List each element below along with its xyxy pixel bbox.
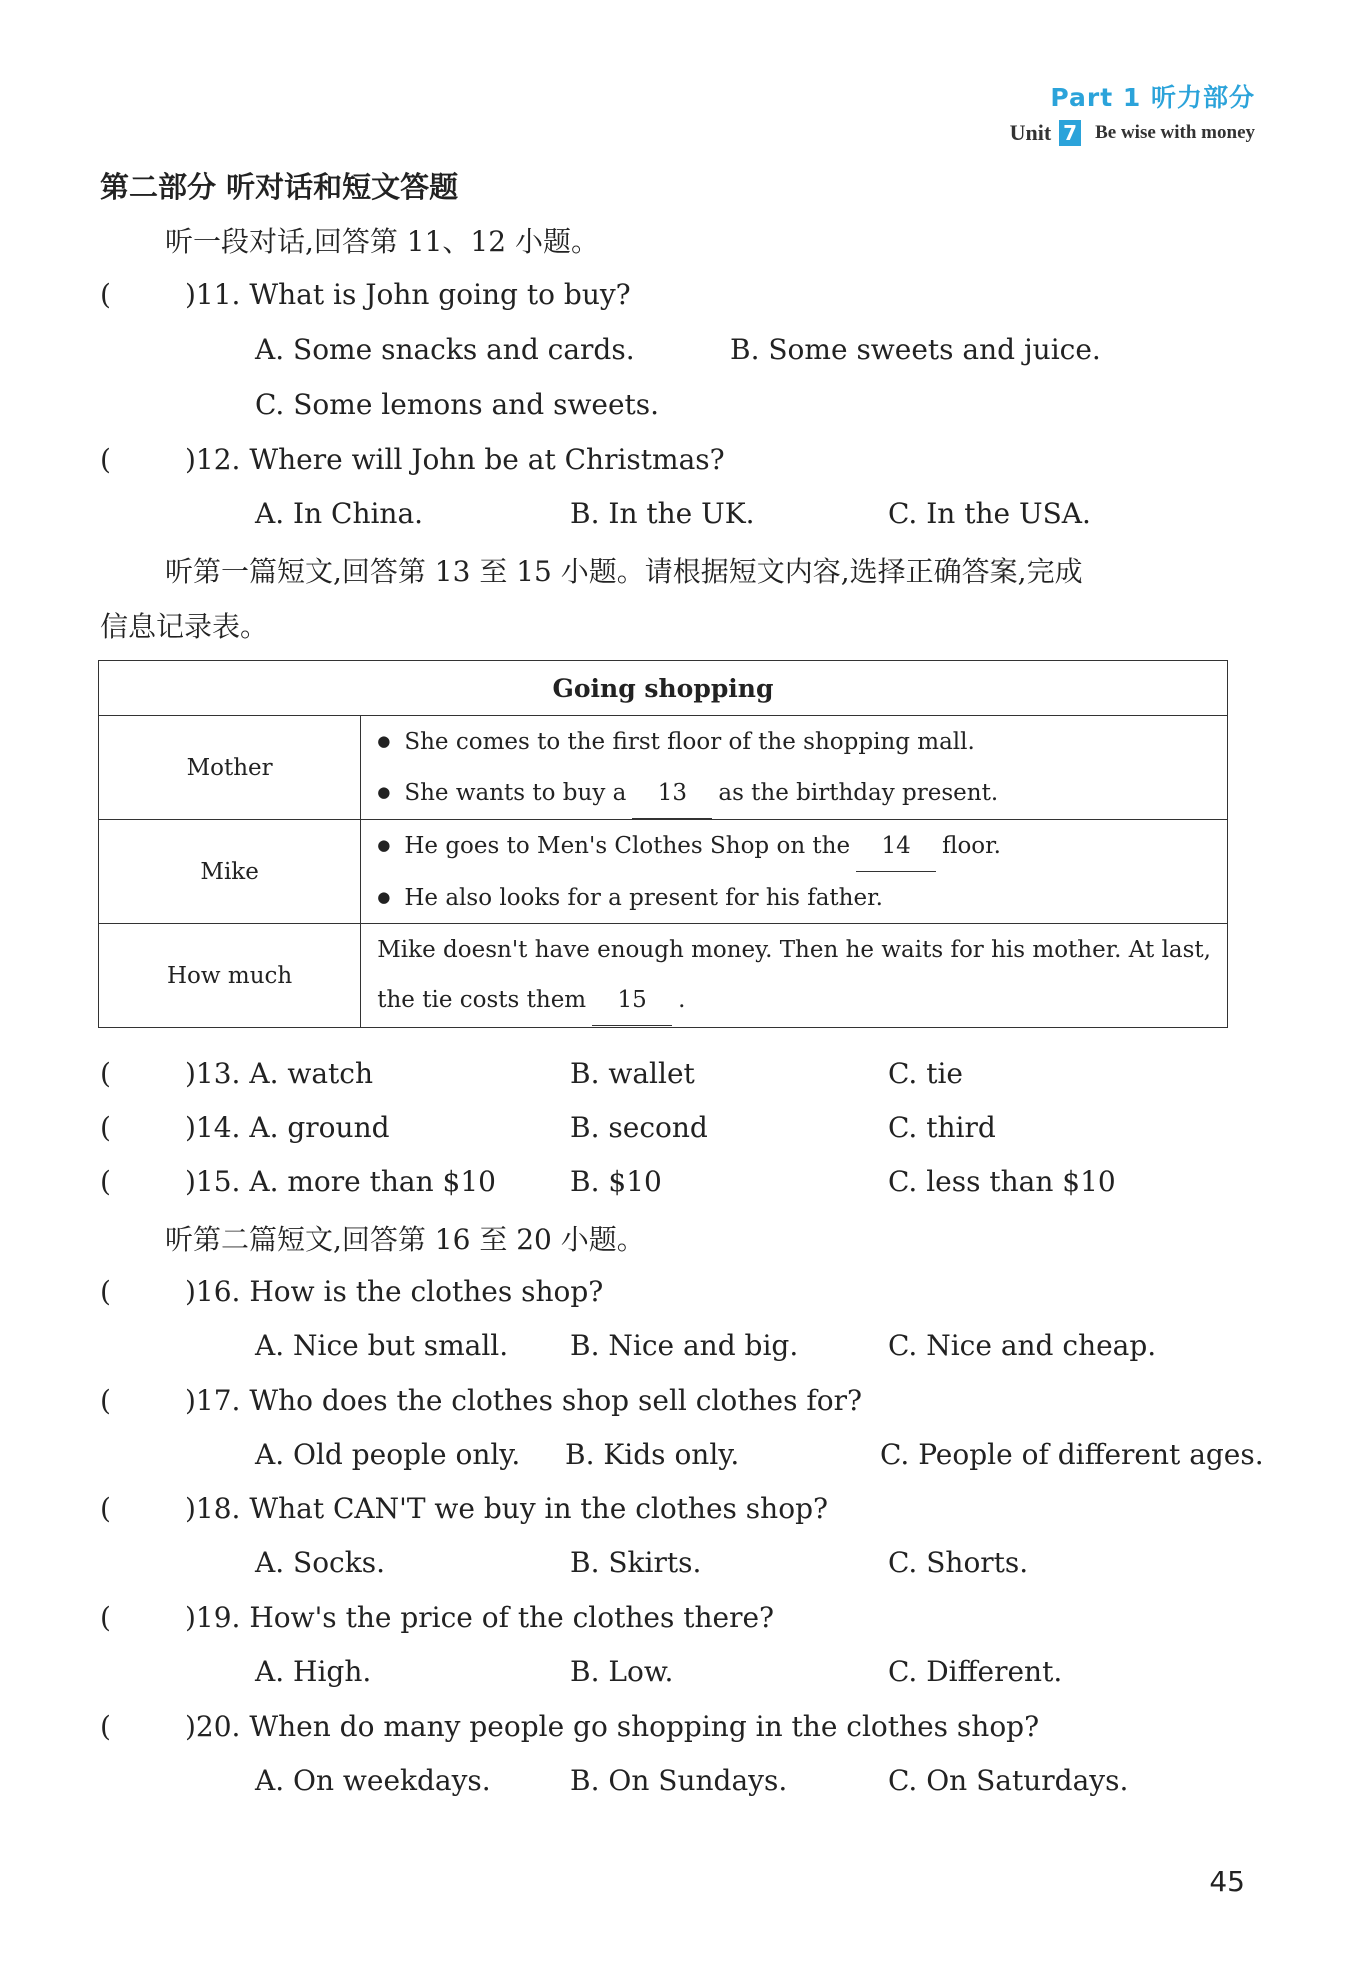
- question-14: )14. A. ground: [185, 1111, 390, 1144]
- mother-fact-1: ● She comes to the first floor of the shopping mall.: [377, 716, 1211, 767]
- header-part: Part 1 听力部分: [1050, 83, 1255, 112]
- mother-fact-2: [377, 767, 1211, 819]
- q20-option-c: C. On Saturdays.: [888, 1764, 1129, 1797]
- question-19: )19. How's the price of the clothes there?: [185, 1601, 775, 1634]
- question-15: )15. A. more than $10: [185, 1165, 496, 1198]
- q14-option-c: C. third: [888, 1111, 996, 1144]
- q16-option-a: A. Nice but small.: [255, 1329, 509, 1362]
- q16-option-b: B. Nice and big.: [570, 1329, 799, 1362]
- how-much-line-1: Mike doesn't have enough money. Then he waits for his mother. At last,: [377, 937, 1211, 963]
- how-much-line-2: [377, 975, 1211, 1026]
- page-number: 45: [1209, 1865, 1245, 1898]
- q20-option-a: A. On weekdays.: [255, 1764, 491, 1797]
- unit-label: Unit: [1009, 120, 1052, 145]
- q19-option-b: B. Low.: [570, 1655, 674, 1688]
- mike-fact-1: [377, 820, 1211, 872]
- table-title: Going shopping: [99, 661, 1228, 716]
- q19-option-a: A. High.: [255, 1655, 372, 1688]
- q17-option-b: B. Kids only.: [565, 1438, 740, 1471]
- q15-option-b: B. $10: [570, 1165, 662, 1198]
- q12-option-b: B. In the UK.: [570, 497, 755, 530]
- answer-bracket-20[interactable]: (: [100, 1710, 111, 1743]
- row-content-how-much: [361, 924, 1228, 1028]
- question-18: )18. What CAN'T we buy in the clothes shop?: [185, 1492, 829, 1525]
- q17-option-a: A. Old people only.: [255, 1438, 521, 1471]
- question-12: )12. Where will John be at Christmas?: [185, 443, 725, 476]
- blank-13[interactable]: 13: [632, 768, 712, 819]
- q13-option-c: C. tie: [888, 1057, 964, 1090]
- answer-bracket-13[interactable]: (: [100, 1057, 111, 1090]
- q14-option-b: B. second: [570, 1111, 708, 1144]
- instruction-passage2: 听第二篇短文,回答第 16 至 20 小题。: [165, 1223, 645, 1256]
- answer-bracket-17[interactable]: (: [100, 1384, 111, 1417]
- mike-fact-1-end: floor.: [942, 833, 1001, 859]
- q16-option-c: C. Nice and cheap.: [888, 1329, 1157, 1362]
- question-17: )17. Who does the clothes shop sell clothes for?: [185, 1384, 862, 1417]
- answer-bracket-11[interactable]: (: [100, 278, 111, 311]
- mother-fact-2-text: She wants to buy a: [404, 780, 627, 806]
- mother-fact-2-end: as the birthday present.: [718, 780, 999, 806]
- q18-option-c: C. Shorts.: [888, 1546, 1029, 1579]
- row-label-mike: Mike: [99, 820, 361, 924]
- q20-option-b: B. On Sundays.: [570, 1764, 788, 1797]
- mike-fact-1-text: He goes to Men's Clothes Shop on the: [404, 833, 851, 859]
- q15-option-c: C. less than $10: [888, 1165, 1116, 1198]
- q11-option-b: B. Some sweets and juice.: [730, 333, 1101, 366]
- q18-option-b: B. Skirts.: [570, 1546, 702, 1579]
- q19-option-c: C. Different.: [888, 1655, 1063, 1688]
- question-13: )13. A. watch: [185, 1057, 374, 1090]
- q11-option-c: C. Some lemons and sweets.: [255, 388, 660, 421]
- q18-option-a: A. Socks.: [255, 1546, 385, 1579]
- answer-bracket-12[interactable]: (: [100, 443, 111, 476]
- answer-bracket-16[interactable]: (: [100, 1275, 111, 1308]
- q13-option-b: B. wallet: [570, 1057, 695, 1090]
- instruction-passage1-cont: 信息记录表。: [100, 610, 269, 643]
- q12-option-c: C. In the USA.: [888, 497, 1091, 530]
- answer-bracket-14[interactable]: (: [100, 1111, 111, 1144]
- blank-14[interactable]: 14: [856, 821, 936, 872]
- blank-15[interactable]: 15: [592, 975, 672, 1026]
- question-16: )16. How is the clothes shop?: [185, 1275, 604, 1308]
- mike-fact-2: ● He also looks for a present for his father.: [377, 872, 1211, 923]
- q11-option-a: A. Some snacks and cards.: [255, 333, 635, 366]
- instruction-passage1: 听第一篇短文,回答第 13 至 15 小题。请根据短文内容,选择正确答案,完成: [165, 555, 1083, 588]
- question-20: )20. When do many people go shopping in the clothes shop?: [185, 1710, 1040, 1743]
- unit-number-badge: 7: [1059, 120, 1081, 146]
- answer-bracket-18[interactable]: (: [100, 1492, 111, 1525]
- unit-theme: Be wise with money: [1095, 122, 1255, 143]
- instruction-dialogue: 听一段对话,回答第 11、12 小题。: [165, 225, 599, 258]
- section-title: 第二部分 听对话和短文答题: [100, 170, 459, 204]
- q17-option-c: C. People of different ages.: [880, 1438, 1264, 1471]
- header-unit: [1010, 120, 1255, 146]
- how-much-line-2-end: .: [678, 987, 686, 1013]
- row-label-how-much: How much: [99, 924, 361, 1028]
- q12-option-a: A. In China.: [255, 497, 424, 530]
- info-record-table: [98, 660, 1228, 1028]
- row-content-mother: [361, 716, 1228, 820]
- answer-bracket-19[interactable]: (: [100, 1601, 111, 1634]
- how-much-line-2-text: the tie costs them: [377, 987, 587, 1013]
- answer-bracket-15[interactable]: (: [100, 1165, 111, 1198]
- row-label-mother: Mother: [99, 716, 361, 820]
- row-content-mike: [361, 820, 1228, 924]
- question-11: )11. What is John going to buy?: [185, 278, 631, 311]
